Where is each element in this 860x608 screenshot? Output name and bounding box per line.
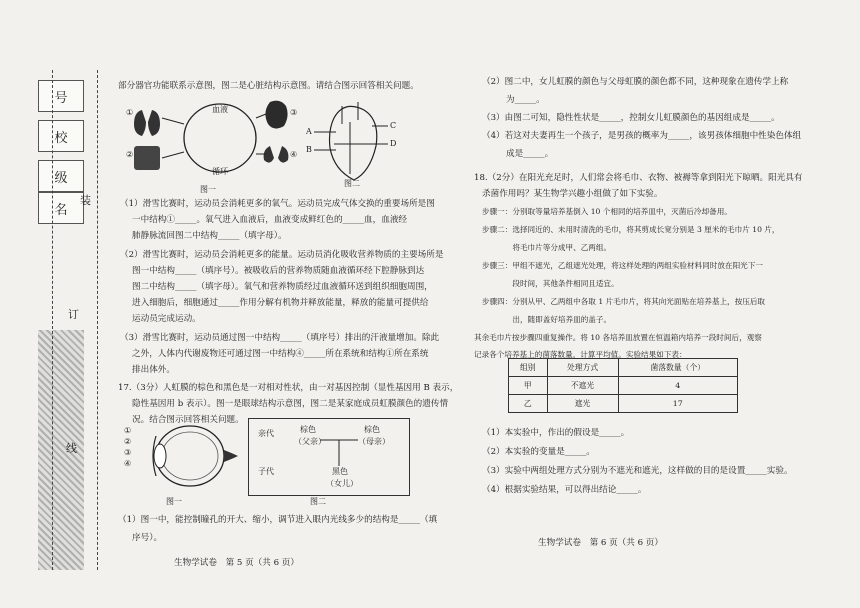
fig2-label-a: A	[306, 127, 312, 136]
step-3-cont: 段时间，其他条件相同且适宜。	[482, 279, 619, 288]
binding-char-xian: 线	[66, 442, 77, 455]
q18-line-1: 18.（2分）在阳光充足时，人们常会将毛巾、衣物、被褥等拿到阳光下晾晒。阳光具有	[474, 173, 803, 183]
table-cell: 4	[618, 377, 737, 395]
q18-q4: （4）根据实验结果，可以得出结论_____。	[482, 485, 647, 495]
q17-line-3: 况。结合图示回答相关问题。	[132, 415, 244, 425]
fig1-marker-1: ①	[126, 108, 134, 117]
pedigree-father: 棕色	[300, 425, 316, 434]
eye-marker-4: ④	[124, 459, 132, 468]
q17-4-line-2: 成是_____。	[506, 149, 554, 159]
q17-1-line-1: （1）图一中，能控制瞳孔的开大、缩小，调节进入眼内光线多少的结构是_____（填	[118, 515, 438, 525]
pedigree-father-role: （父亲）	[294, 437, 326, 446]
optic-nerve	[224, 450, 238, 462]
q2-line-3: 图二中结构_____（填字母）。氧气和营养物质经过血液循环送到组织细胞周围，	[132, 282, 433, 292]
q1-line-1: （1）滑雪比赛时，运动员会消耗更多的氧气。运动员完成气体交换的重要场所是图	[120, 199, 435, 209]
q17-2-line-1: （2）图二中，女儿虹膜的颜色与父母虹膜的颜色都不同，这种现象在遗传学上称	[482, 77, 789, 87]
pedigree-child: 黑色	[332, 467, 348, 476]
fig1-center-bottom: 循环	[212, 167, 228, 176]
table-header: 菌落数量（个）	[618, 359, 737, 377]
q1-line-3: 肺静脉流回图二中结构_____（填字母）。	[132, 231, 287, 241]
table-cell: 不遮光	[547, 377, 618, 395]
fig1-marker-4: ④	[290, 150, 298, 159]
q18-q1: （1）本实验中，作出的假设是_____。	[482, 428, 630, 438]
q17-1-line-2: 序号）。	[132, 533, 163, 543]
binding-char-zhuang: 装	[80, 194, 91, 207]
footer-page-5: 生物学试卷 第 5 页（共 6 页）	[174, 558, 299, 568]
eye-marker-2: ②	[124, 437, 132, 446]
step-1: 步骤一：分别取等量培养基倒入 10 个相同的培养皿中，灭菌后冷却备用。	[482, 207, 732, 216]
intro-text: 部分器官功能联系示意图，图二是心脏结构示意图。请结合图示回答相关问题。	[118, 81, 419, 91]
fig2-label-c: C	[390, 121, 397, 130]
lens-shape	[154, 444, 166, 468]
fig1-center-top: 血液	[212, 105, 228, 114]
step-4: 步骤四：分别从甲、乙两组中各取 1 片毛巾片，将其向光面贴在培养基上，按压后取	[482, 297, 766, 306]
figure-eyeball	[138, 418, 238, 494]
fig2-label-b: B	[306, 145, 312, 154]
q3-line-3: 排出体外。	[132, 365, 175, 375]
eye-marker-1: ①	[124, 426, 132, 435]
binding-dash-line	[52, 70, 53, 570]
eye-caption: 图一	[166, 497, 182, 506]
binding-strip	[38, 60, 96, 580]
binding-label-name: 名	[38, 192, 84, 224]
lung-icon	[134, 110, 160, 136]
table-header-row	[509, 359, 738, 377]
pedigree-parent-gen: 亲代	[258, 429, 274, 438]
q17-line-2: 隐性基因用 b 表示）。图一是眼球结构示意图，图二是某家庭成员虹膜颜色的遗传情	[132, 399, 449, 409]
q2-line-1: （2）滑雪比赛时，运动员会消耗更多的能量。运动员消化吸收营养物质的主要场所是	[120, 250, 444, 260]
fig1-marker-2: ②	[126, 150, 134, 159]
eye-marker-3: ③	[124, 448, 132, 457]
binding-label-number: 号	[38, 80, 84, 112]
binding-label-grade: 级	[38, 160, 84, 192]
step-2: 步骤二：选择同近的、未用时清洗的毛巾，将其剪成长宽分别是 3 厘米的毛巾片 10 片，	[482, 225, 780, 234]
q17-4-line-1: （4）若这对夫妻再生一个孩子，是男孩的概率为_____，该男孩体细胞中性染色体组	[482, 131, 802, 141]
footer-page-6: 生物学试卷 第 6 页（共 6 页）	[538, 538, 663, 548]
organ-icon	[265, 101, 287, 129]
binding-char-ding: 订	[68, 308, 79, 321]
binding-dash-line-inner	[97, 70, 98, 570]
step-2-cont: 将毛巾片等分成甲、乙两组。	[482, 243, 612, 252]
results-table	[508, 358, 738, 413]
table-row	[509, 377, 738, 395]
record-note: 记录各个培养基上的菌落数量，计算平均值。实验结果如下表：	[474, 350, 687, 359]
table-cell: 17	[618, 395, 737, 413]
q3-line-2: 之外，人体内代谢废物还可通过图一中结构④_____所在系统和结构①所在系统	[132, 349, 429, 359]
q2-line-4: 进入细胞后，细胞通过_____作用分解有机物并释放能量，释放的能量可提供给	[132, 298, 429, 308]
pedigree-child-gen: 子代	[258, 467, 274, 476]
q2-line-5: 运动员完成运动。	[132, 314, 201, 324]
q3-line-1: （3）滑雪比赛时，运动员通过图一中结构_____（填序号）排出的汗液量增加。除此	[120, 333, 440, 343]
fig2-label-d: D	[390, 139, 397, 148]
figure-heart	[314, 98, 397, 184]
pedigree-caption: 图二	[310, 497, 326, 506]
binding-hatch	[38, 330, 84, 570]
kidney-icon	[264, 146, 289, 163]
intestine-icon	[134, 146, 160, 170]
pedigree-mother-role: （母亲）	[358, 437, 390, 446]
pedigree-mother: 棕色	[364, 425, 380, 434]
table-cell: 甲	[509, 377, 548, 395]
table-cell: 乙	[509, 395, 548, 413]
step-3: 步骤三：甲组不遮光，乙组遮光处理，将这样处理的两组实验材料同时放在阳光下一	[482, 261, 763, 270]
q2-line-2: 图一中结构_____（填序号）。被吸收后的营养物质随血液循环经下腔静脉到达	[132, 266, 425, 276]
q17-3-line: （3）由图二可知，隐性性状是_____，控制女儿虹膜颜色的基因组成是_____。	[482, 113, 780, 123]
table-row	[509, 395, 738, 413]
repeat-note: 其余毛巾片按步骤四重复操作。将 10 各培养皿放置在恒温箱内培养一段时间后，观察	[474, 333, 762, 342]
table-header: 处理方式	[547, 359, 618, 377]
q18-line-2: 杀菌作用吗？某生物学兴趣小组做了如下实验。	[482, 189, 663, 199]
fig2-caption: 图二	[344, 179, 360, 188]
q18-q3: （3）实验中两组处理方式分别为不遮光和遮光，这样做的目的是设置_____实验。	[482, 466, 793, 476]
pedigree-child-role: （女儿）	[326, 479, 358, 488]
q17-2-line-2: 为_____。	[506, 95, 545, 105]
q18-q2: （2）本实验的变量是_____。	[482, 447, 595, 457]
fig1-marker-3: ③	[290, 108, 298, 117]
q17-line-1: 17.（3分）人虹膜的棕色和黑色是一对相对性状，由一对基因控制（显性基因用 B 表示，	[118, 383, 459, 393]
fig1-caption: 图一	[200, 185, 216, 194]
table-header: 组别	[509, 359, 548, 377]
binding-label-school: 校	[38, 120, 84, 152]
step-4-cont: 出，随即盖好培养皿的盖子。	[482, 315, 612, 324]
table-cell: 遮光	[547, 395, 618, 413]
q1-line-2: 一中结构①_____。氧气进入血液后，血液变成鲜红色的_____血，血液经	[132, 215, 408, 225]
